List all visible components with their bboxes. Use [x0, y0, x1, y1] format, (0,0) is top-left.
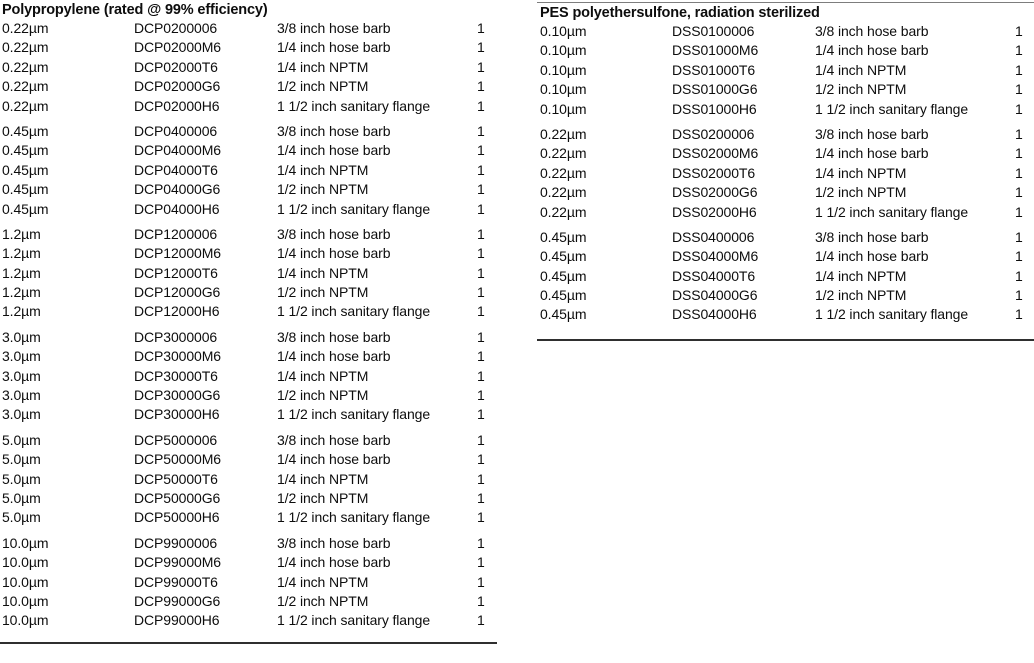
micron-rating-cell: 0.10µm [540, 42, 587, 59]
micron-rating-cell: 0.45µm [540, 306, 587, 323]
connection-cell: 3/8 inch hose barb [277, 328, 391, 345]
quantity-cell: 1 [1015, 61, 1023, 78]
part-number-cell: DCP02000T6 [134, 58, 218, 75]
quantity-cell: 1 [1015, 267, 1023, 284]
quantity-cell: 1 [1015, 42, 1023, 59]
table-row[interactable] [537, 125, 1034, 144]
polypropylene-rows [0, 19, 500, 631]
pes-rows [537, 22, 1034, 325]
quantity-cell: 1 [477, 39, 485, 56]
table-row[interactable] [0, 19, 500, 38]
part-number-cell: DSS02000M6 [672, 145, 759, 162]
quantity-cell: 1 [477, 225, 485, 242]
part-number-cell: DSS02000H6 [672, 203, 757, 220]
part-number-cell: DCP3000006 [134, 328, 218, 345]
micron-rating-cell: 5.0µm [2, 431, 41, 448]
table-row[interactable] [0, 508, 500, 527]
micron-rating-cell: 0.45µm [2, 200, 49, 217]
micron-rating-cell: 1.2µm [2, 225, 41, 242]
micron-rating-cell: 0.22µm [540, 125, 587, 142]
quantity-cell: 1 [477, 284, 485, 301]
quantity-cell: 1 [1015, 125, 1023, 142]
quantity-cell: 1 [477, 142, 485, 159]
micron-rating-cell: 0.10µm [540, 61, 587, 78]
connection-cell: 1/2 inch NPTM [277, 284, 369, 301]
part-number-cell: DCP5000006 [134, 431, 218, 448]
connection-cell: 1/4 inch NPTM [277, 161, 369, 178]
micron-rating-cell: 0.10µm [540, 100, 587, 117]
connection-cell: 1 1/2 inch sanitary flange [277, 200, 431, 217]
part-number-cell: DSS0400006 [672, 228, 755, 245]
quantity-cell: 1 [1015, 203, 1023, 220]
micron-rating-cell: 5.0µm [2, 509, 41, 526]
part-number-cell: DSS02000T6 [672, 164, 756, 181]
table-row[interactable] [0, 405, 500, 424]
part-number-cell: DSS01000T6 [672, 61, 756, 78]
quantity-cell: 1 [477, 20, 485, 36]
connection-cell: 1/4 inch hose barb [277, 39, 391, 56]
part-number-cell: DCP1200006 [134, 225, 218, 242]
micron-rating-cell: 10.0µm [2, 573, 49, 590]
table-row[interactable] [537, 100, 1034, 119]
quantity-cell: 1 [1015, 228, 1023, 245]
micron-rating-cell: 0.22µm [2, 20, 49, 36]
connection-cell: 1 1/2 inch sanitary flange [277, 97, 431, 114]
table-row[interactable] [537, 41, 1034, 60]
part-number-cell: DCP99000T6 [134, 573, 218, 590]
table-row[interactable] [0, 450, 500, 469]
micron-rating-cell: 0.22µm [2, 97, 49, 114]
quantity-cell: 1 [477, 406, 485, 423]
micron-rating-cell: 1.2µm [2, 245, 41, 262]
table-row[interactable] [0, 573, 500, 592]
micron-rating-cell: 3.0µm [2, 387, 41, 404]
micron-rating-cell: 0.10µm [540, 81, 587, 98]
table-row[interactable] [537, 228, 1034, 247]
micron-rating-cell: 5.0µm [2, 470, 41, 487]
quantity-cell: 1 [1015, 81, 1023, 98]
micron-rating-cell: 0.22µm [2, 58, 49, 75]
part-number-cell: DCP99000M6 [134, 554, 221, 571]
part-number-cell: DCP04000T6 [134, 161, 218, 178]
quantity-cell: 1 [477, 534, 485, 551]
part-number-cell: DSS04000M6 [672, 248, 759, 265]
connection-cell: 1/2 inch NPTM [815, 287, 907, 304]
table-row[interactable] [0, 386, 500, 405]
part-number-cell: DCP30000G6 [134, 387, 221, 404]
connection-cell: 3/8 inch hose barb [277, 225, 391, 242]
part-number-cell: DCP50000G6 [134, 489, 221, 506]
connection-cell: 1/4 inch NPTM [815, 164, 907, 181]
micron-rating-cell: 1.2µm [2, 303, 41, 320]
table-row[interactable] [0, 431, 500, 450]
micron-rating-cell: 0.22µm [2, 78, 49, 95]
micron-group [537, 22, 1034, 119]
connection-cell: 1 1/2 inch sanitary flange [277, 509, 431, 526]
part-number-cell: DCP12000G6 [134, 284, 221, 301]
quantity-cell: 1 [1015, 145, 1023, 162]
part-number-cell: DCP30000H6 [134, 406, 220, 423]
quantity-cell: 1 [1015, 164, 1023, 181]
part-number-cell: DSS0200006 [672, 125, 755, 142]
quantity-cell: 1 [477, 509, 485, 526]
micron-rating-cell: 0.45µm [2, 181, 49, 198]
quantity-cell: 1 [477, 245, 485, 262]
table-row[interactable] [0, 592, 500, 611]
micron-rating-cell: 0.22µm [540, 184, 587, 201]
connection-cell: 3/8 inch hose barb [277, 20, 391, 36]
quantity-cell: 1 [477, 264, 485, 281]
part-number-cell: DCP50000T6 [134, 470, 218, 487]
part-number-cell: DSS01000G6 [672, 81, 758, 98]
table-row[interactable] [537, 144, 1034, 163]
table-row[interactable] [0, 97, 500, 116]
micron-rating-cell: 10.0µm [2, 554, 49, 571]
micron-rating-cell: 3.0µm [2, 348, 41, 365]
micron-rating-cell: 0.45µm [540, 287, 587, 304]
connection-cell: 1/4 inch hose barb [815, 42, 929, 59]
part-number-cell: DCP9900006 [134, 534, 218, 551]
connection-cell: 1 1/2 inch sanitary flange [815, 100, 969, 117]
quantity-cell: 1 [477, 554, 485, 571]
connection-cell: 1/2 inch NPTM [277, 489, 369, 506]
table-row[interactable] [0, 611, 500, 630]
connection-cell: 1 1/2 inch sanitary flange [277, 406, 431, 423]
quantity-cell: 1 [477, 387, 485, 404]
quantity-cell: 1 [1015, 100, 1023, 117]
connection-cell: 1/4 inch NPTM [277, 264, 369, 281]
table-row[interactable] [537, 305, 1034, 324]
micron-rating-cell: 0.22µm [540, 203, 587, 220]
table-row[interactable] [537, 80, 1034, 99]
part-number-cell: DCP02000G6 [134, 78, 221, 95]
connection-cell: 1/2 inch NPTM [815, 184, 907, 201]
micron-rating-cell: 5.0µm [2, 451, 41, 468]
part-number-cell: DSS04000G6 [672, 287, 758, 304]
table-row[interactable] [0, 225, 500, 244]
micron-group [537, 125, 1034, 222]
table-row[interactable] [0, 347, 500, 366]
micron-rating-cell: 1.2µm [2, 284, 41, 301]
part-number-cell: DCP50000H6 [134, 509, 220, 526]
part-number-cell: DCP02000H6 [134, 97, 220, 114]
table-row[interactable] [0, 264, 500, 283]
part-number-cell: DCP04000M6 [134, 142, 221, 159]
connection-cell: 1 1/2 inch sanitary flange [277, 303, 431, 320]
micron-rating-cell: 0.45µm [540, 267, 587, 284]
connection-cell: 3/8 inch hose barb [277, 122, 391, 139]
quantity-cell: 1 [477, 122, 485, 139]
table-row[interactable] [537, 61, 1034, 80]
part-number-cell: DSS04000H6 [672, 306, 757, 323]
connection-cell: 1/2 inch NPTM [277, 78, 369, 95]
table-row[interactable] [0, 489, 500, 508]
part-number-cell: DCP02000M6 [134, 39, 221, 56]
part-number-cell: DCP04000G6 [134, 181, 221, 198]
part-number-cell: DSS04000T6 [672, 267, 756, 284]
quantity-cell: 1 [477, 367, 485, 384]
polypropylene-bottom-rule [0, 642, 497, 644]
table-row[interactable] [537, 203, 1034, 222]
micron-rating-cell: 0.10µm [540, 23, 587, 39]
connection-cell: 1/4 inch NPTM [277, 470, 369, 487]
table-row[interactable] [0, 161, 500, 180]
table-row[interactable] [0, 141, 500, 160]
connection-cell: 1/4 inch NPTM [815, 61, 907, 78]
quantity-cell: 1 [1015, 287, 1023, 304]
connection-cell: 3/8 inch hose barb [815, 125, 929, 142]
micron-rating-cell: 3.0µm [2, 367, 41, 384]
part-number-cell: DCP99000H6 [134, 612, 220, 629]
table-row[interactable] [0, 302, 500, 321]
part-number-cell: DCP12000M6 [134, 245, 221, 262]
quantity-cell: 1 [1015, 184, 1023, 201]
micron-rating-cell: 0.22µm [2, 39, 49, 56]
part-number-cell: DCP50000M6 [134, 451, 221, 468]
micron-group [0, 122, 500, 219]
quantity-cell: 1 [477, 573, 485, 590]
micron-group [0, 431, 500, 528]
connection-cell: 3/8 inch hose barb [815, 228, 929, 245]
micron-rating-cell: 0.45µm [2, 161, 49, 178]
quantity-cell: 1 [477, 470, 485, 487]
micron-group [0, 328, 500, 425]
part-number-cell: DCP30000M6 [134, 348, 221, 365]
part-number-cell: DSS01000H6 [672, 100, 757, 117]
micron-rating-cell: 3.0µm [2, 406, 41, 423]
polypropylene-section [0, 0, 500, 631]
quantity-cell: 1 [1015, 306, 1023, 323]
connection-cell: 1/4 inch hose barb [277, 554, 391, 571]
micron-rating-cell: 10.0µm [2, 612, 49, 629]
part-number-cell: DCP99000G6 [134, 592, 221, 609]
table-row[interactable] [0, 122, 500, 141]
micron-rating-cell: 5.0µm [2, 489, 41, 506]
quantity-cell: 1 [477, 328, 485, 345]
micron-rating-cell: 0.45µm [540, 248, 587, 265]
connection-cell: 3/8 inch hose barb [277, 431, 391, 448]
quantity-cell: 1 [477, 97, 485, 114]
pes-section-title: PES polyethersulfone, radiation sterilized [540, 5, 820, 21]
quantity-cell: 1 [1015, 248, 1023, 265]
quantity-cell: 1 [477, 303, 485, 320]
connection-cell: 1 1/2 inch sanitary flange [277, 612, 431, 629]
quantity-cell: 1 [477, 612, 485, 629]
quantity-cell: 1 [1015, 23, 1023, 39]
micron-group [0, 534, 500, 631]
quantity-cell: 1 [477, 431, 485, 448]
quantity-cell: 1 [477, 161, 485, 178]
micron-rating-cell: 10.0µm [2, 534, 49, 551]
micron-rating-cell: 0.45µm [2, 122, 49, 139]
connection-cell: 1/4 inch hose barb [277, 348, 391, 365]
micron-group [537, 228, 1034, 325]
connection-cell: 1/4 inch NPTM [277, 573, 369, 590]
connection-cell: 1/2 inch NPTM [277, 387, 369, 404]
quantity-cell: 1 [477, 451, 485, 468]
quantity-cell: 1 [477, 58, 485, 75]
part-number-cell: DCP0400006 [134, 122, 218, 139]
connection-cell: 1/4 inch NPTM [277, 58, 369, 75]
quantity-cell: 1 [477, 78, 485, 95]
part-number-cell: DCP30000T6 [134, 367, 218, 384]
part-number-cell: DCP0200006 [134, 20, 218, 36]
quantity-cell: 1 [477, 489, 485, 506]
part-number-cell: DCP04000H6 [134, 200, 220, 217]
micron-rating-cell: 1.2µm [2, 264, 41, 281]
table-row[interactable] [537, 183, 1034, 202]
connection-cell: 1/4 inch hose barb [277, 245, 391, 262]
connection-cell: 1/4 inch hose barb [815, 248, 929, 265]
table-row[interactable] [537, 286, 1034, 305]
table-row[interactable] [537, 22, 1034, 41]
table-row[interactable] [0, 470, 500, 489]
table-row[interactable] [0, 283, 500, 302]
micron-group [0, 19, 500, 116]
table-row[interactable] [0, 244, 500, 263]
micron-group [0, 225, 500, 322]
micron-rating-cell: 3.0µm [2, 328, 41, 345]
quantity-cell: 1 [477, 348, 485, 365]
table-row[interactable] [537, 267, 1034, 286]
table-row[interactable] [0, 328, 500, 347]
micron-rating-cell: 0.45µm [540, 228, 587, 245]
micron-rating-cell: 0.45µm [2, 142, 49, 159]
connection-cell: 1/4 inch hose barb [277, 451, 391, 468]
connection-cell: 1/4 inch hose barb [277, 142, 391, 159]
pes-bottom-rule [537, 339, 1034, 341]
micron-rating-cell: 0.22µm [540, 164, 587, 181]
part-number-cell: DSS02000G6 [672, 184, 758, 201]
table-row[interactable] [0, 200, 500, 219]
connection-cell: 1/2 inch NPTM [815, 81, 907, 98]
part-number-cell: DCP12000H6 [134, 303, 220, 320]
table-row[interactable] [0, 367, 500, 386]
pes-section [537, 0, 1034, 325]
connection-cell: 1 1/2 inch sanitary flange [815, 203, 969, 220]
connection-cell: 1/2 inch NPTM [277, 592, 369, 609]
table-row[interactable] [0, 180, 500, 199]
connection-cell: 1 1/2 inch sanitary flange [815, 306, 969, 323]
connection-cell: 1/2 inch NPTM [277, 181, 369, 198]
connection-cell: 1/4 inch NPTM [277, 367, 369, 384]
micron-rating-cell: 10.0µm [2, 592, 49, 609]
connection-cell: 1/4 inch NPTM [815, 267, 907, 284]
connection-cell: 3/8 inch hose barb [277, 534, 391, 551]
polypropylene-section-title: Polypropylene (rated @ 99% efficiency) [2, 2, 268, 18]
table-row[interactable] [0, 77, 500, 96]
part-number-cell: DCP12000T6 [134, 264, 218, 281]
quantity-cell: 1 [477, 592, 485, 609]
table-row[interactable] [537, 247, 1034, 266]
table-row[interactable] [537, 164, 1034, 183]
table-row[interactable] [0, 38, 500, 57]
part-number-cell: DSS0100006 [672, 23, 755, 39]
table-row[interactable] [0, 534, 500, 553]
connection-cell: 3/8 inch hose barb [815, 23, 929, 39]
micron-rating-cell: 0.22µm [540, 145, 587, 162]
table-row[interactable] [0, 553, 500, 572]
part-number-cell: DSS01000M6 [672, 42, 759, 59]
quantity-cell: 1 [477, 181, 485, 198]
connection-cell: 1/4 inch hose barb [815, 145, 929, 162]
quantity-cell: 1 [477, 200, 485, 217]
table-row[interactable] [0, 58, 500, 77]
